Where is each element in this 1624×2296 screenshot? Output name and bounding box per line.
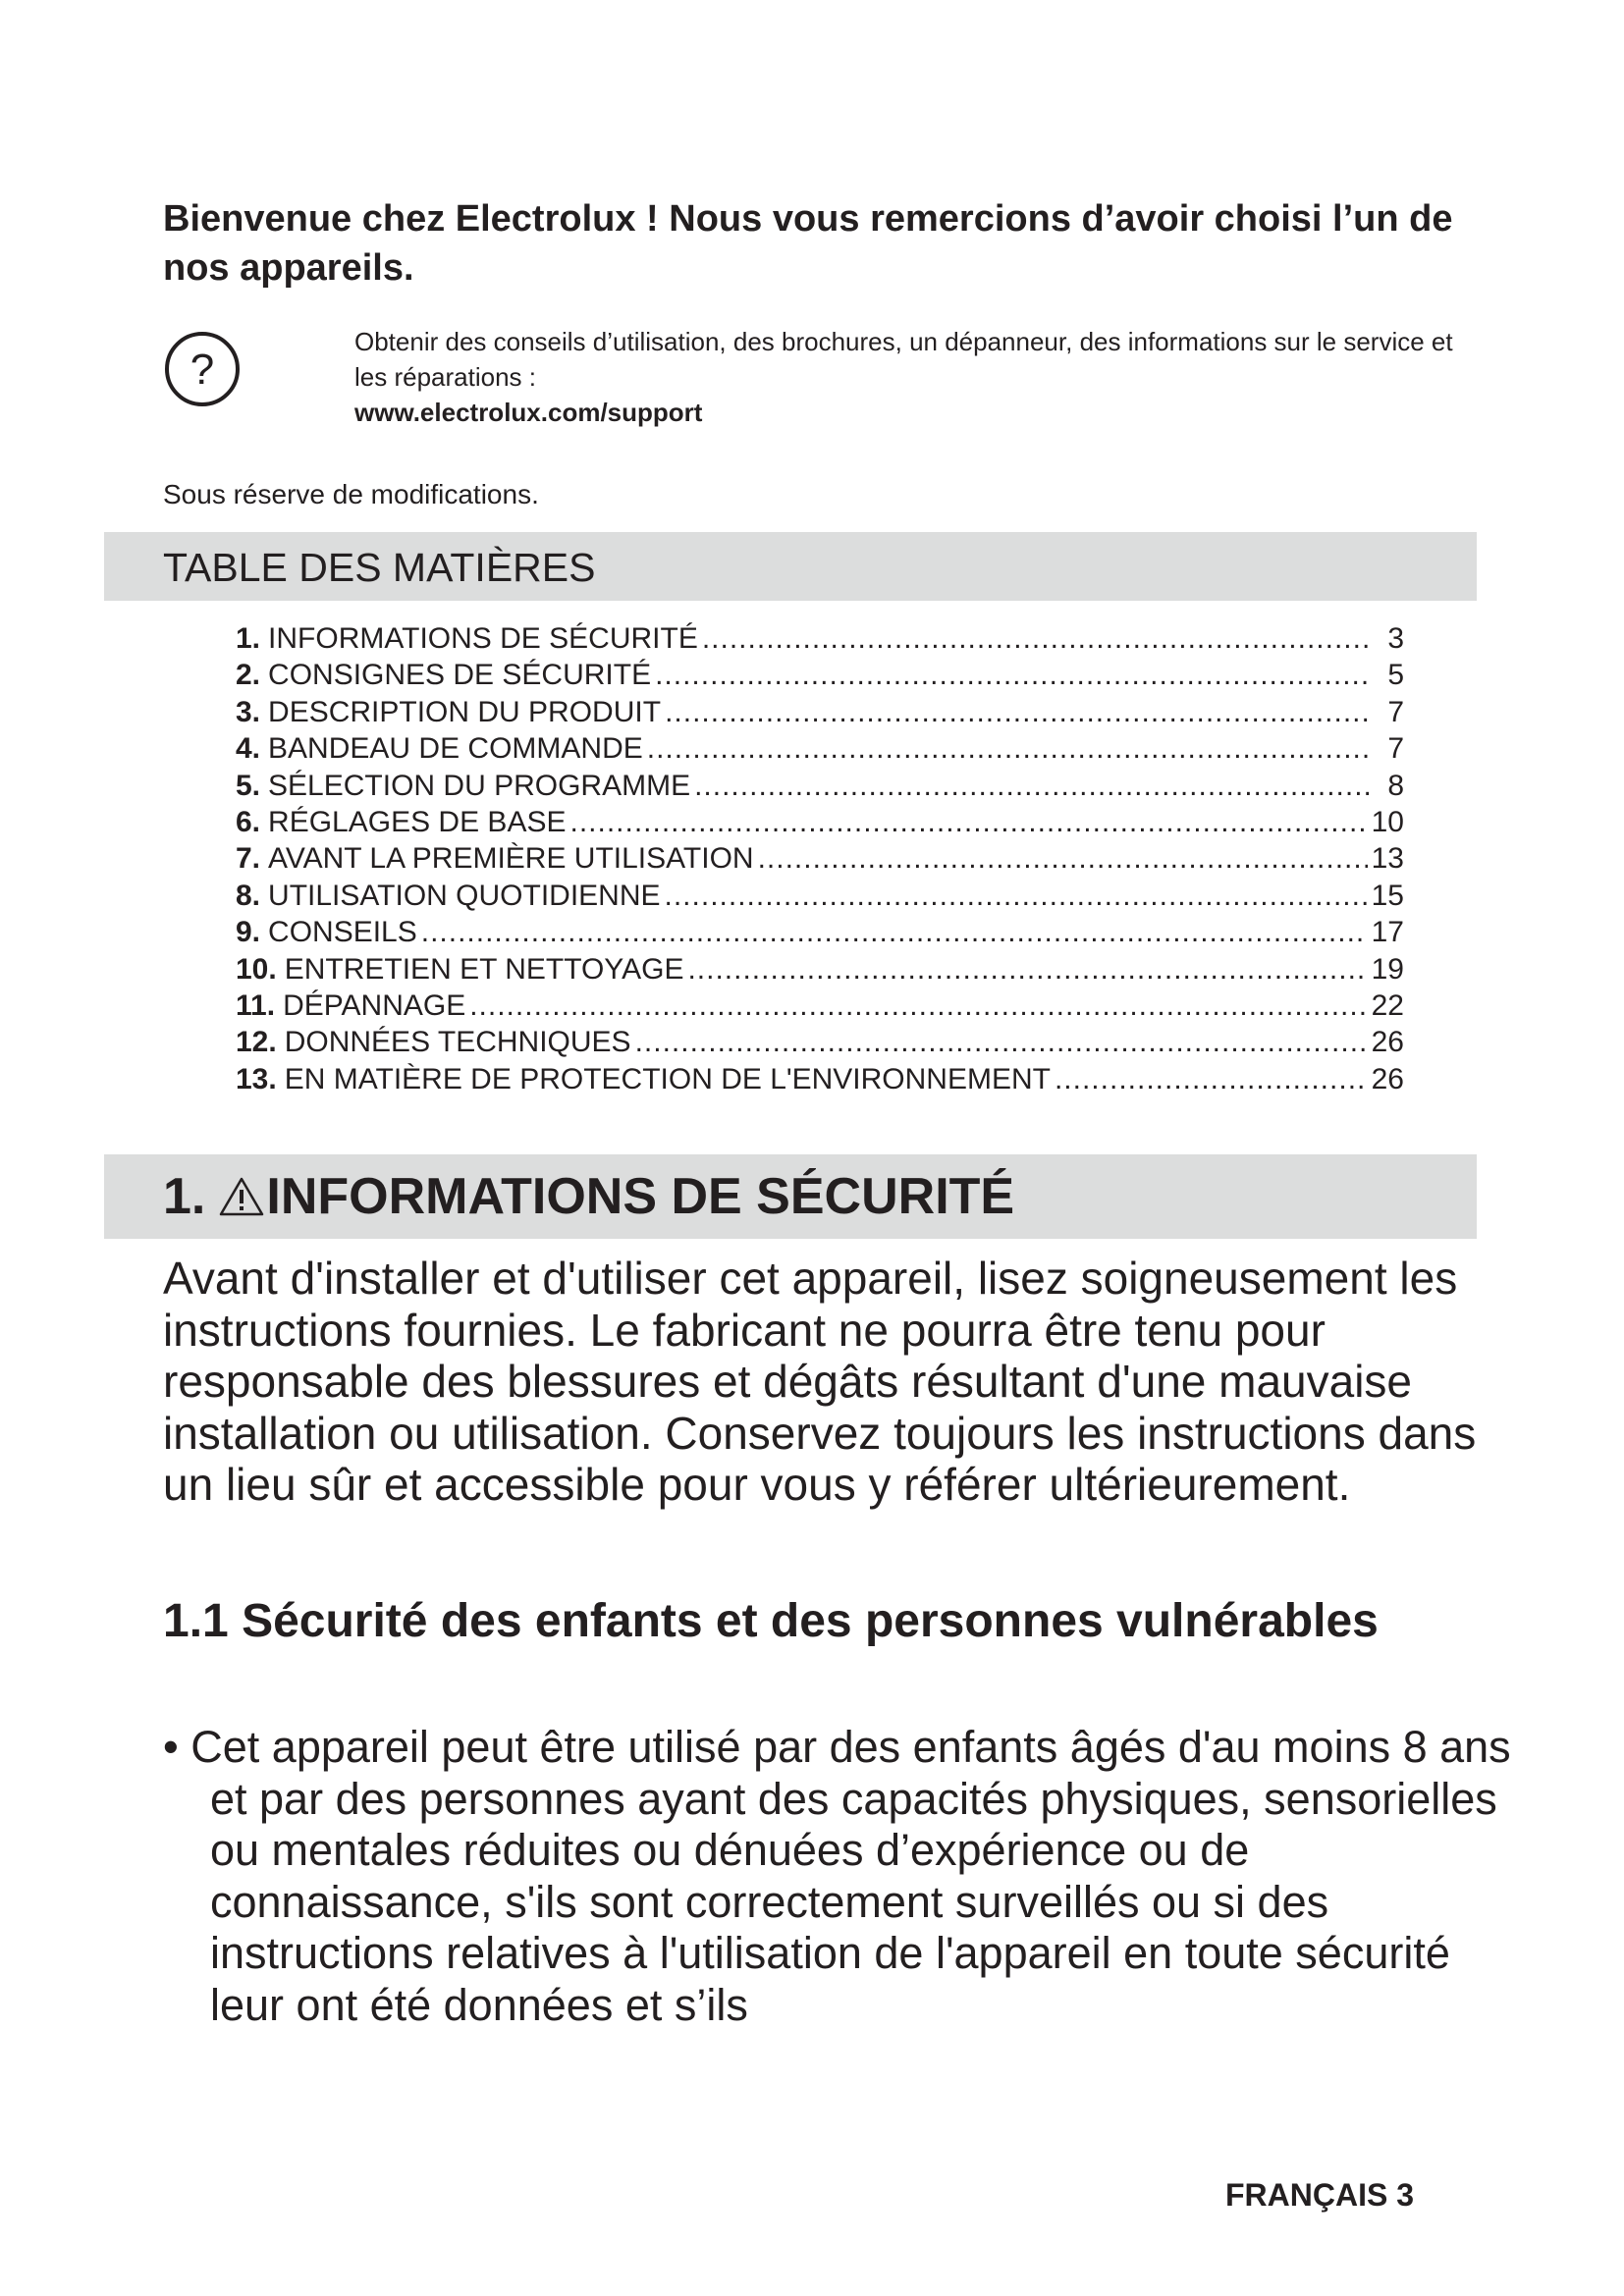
section-header-band — [104, 1154, 1477, 1239]
toc-entry-page: 26 — [1371, 1062, 1404, 1095]
toc-entry-leader — [421, 914, 1368, 950]
toc-entry-label: BANDEAU DE COMMANDE — [268, 732, 643, 766]
toc-entry-page: 7 — [1387, 695, 1404, 728]
toc-entry-leader — [469, 988, 1367, 1024]
toc-entry-number: 11. — [236, 988, 276, 1022]
toc-entry-leader — [758, 840, 1368, 877]
toc-entry-page: 26 — [1371, 1026, 1404, 1059]
toc-entry-label: RÉGLAGES DE BASE — [268, 805, 567, 838]
toc-entry-number: 4. — [236, 732, 261, 766]
toc-entry-page: 3 — [1387, 622, 1404, 655]
support-link[interactable]: www.electrolux.com/support — [354, 398, 703, 427]
support-info — [354, 324, 1474, 430]
section-title-text: INFORMATIONS DE SÉCURITÉ — [266, 1168, 1015, 1225]
toc-entry-page: 8 — [1387, 769, 1404, 802]
section-title — [163, 1166, 1014, 1227]
toc-entry[interactable] — [236, 1024, 1404, 1060]
toc-entry-page: 10 — [1371, 805, 1404, 838]
toc-entry-page: 19 — [1371, 952, 1404, 986]
section-intro: Avant d'installer et d'utiliser cet appareil, lisez soigneusement les instructions fournies. Le fabricant ne pourra être tenu pour responsable des blessures et dégâts résultant d'une mauvaise installation ou utilisation. Conservez toujours les instructions dans un lieu sûr et accessible pour vous y référer ultérieurement. — [163, 1253, 1477, 1510]
toc-entry[interactable] — [236, 1061, 1404, 1097]
toc-entry-page: 5 — [1387, 659, 1404, 692]
toc-entry-page: 13 — [1371, 842, 1404, 876]
toc-entry-label: AVANT LA PREMIÈRE UTILISATION — [268, 842, 754, 876]
welcome-heading: Bienvenue chez Electrolux ! Nous vous remercions d’avoir choisi l’un de nos appareils. — [163, 198, 1453, 289]
svg-text:?: ? — [189, 346, 215, 394]
table-of-contents — [236, 620, 1404, 1097]
section-number: 1. — [163, 1168, 206, 1225]
toc-entry-leader — [665, 878, 1368, 914]
toc-entry-number: 1. — [236, 622, 261, 655]
toc-entry-number: 6. — [236, 805, 261, 838]
toc-entry-number: 12. — [236, 1026, 277, 1059]
toc-entry-label: SÉLECTION DU PROGRAMME — [268, 769, 691, 802]
toc-entry-leader — [1055, 1061, 1368, 1097]
toc-entry-label: CONSIGNES DE SÉCURITÉ — [268, 659, 652, 692]
bullet-paragraph: • Cet appareil peut être utilisé par des enfants âgés d'au moins 8 ans et par des personnes ayant des capacités physiques, sensorielles ou mentales réduites ou dénuées d’expérience ou de connaissance, s'ils sont correctement surveillés ou si des instructions relatives à l'utilisation de l'appareil en toute sécurité leur ont été données et s’ils — [163, 1722, 1511, 2030]
toc-entry-page: 15 — [1371, 879, 1404, 912]
toc-entry[interactable] — [236, 840, 1404, 877]
toc-entry-number: 13. — [236, 1062, 277, 1095]
toc-entry-leader — [635, 1024, 1368, 1060]
subsection-heading: 1.1 Sécurité des enfants et des personnes vulnérables — [163, 1595, 1379, 1647]
toc-entry-leader — [647, 730, 1373, 767]
toc-entry[interactable] — [236, 694, 1404, 730]
toc-entry[interactable] — [236, 620, 1404, 657]
toc-entry-number: 10. — [236, 952, 277, 986]
toc-entry[interactable] — [236, 804, 1404, 840]
toc-entry-number: 8. — [236, 879, 261, 912]
support-text: Obtenir des conseils d’utilisation, des brochures, un dépanneur, des informations sur le service et les réparations : — [354, 327, 1453, 392]
toc-title: TABLE DES MATIÈRES — [163, 545, 596, 590]
toc-entry[interactable] — [236, 768, 1404, 804]
toc-entry-label: DESCRIPTION DU PRODUIT — [268, 695, 662, 728]
warning-triangle-icon — [219, 1176, 264, 1217]
toc-entry-label: INFORMATIONS DE SÉCURITÉ — [268, 622, 698, 655]
toc-entry-label: UTILISATION QUOTIDIENNE — [268, 879, 661, 912]
toc-entry-leader — [702, 620, 1373, 657]
toc-entry-label: DÉPANNAGE — [283, 988, 466, 1022]
toc-entry[interactable] — [236, 657, 1404, 693]
toc-entry-number: 2. — [236, 659, 261, 692]
toc-entry-leader — [694, 768, 1373, 804]
toc-entry-label: CONSEILS — [268, 916, 417, 949]
toc-entry-label: EN MATIÈRE DE PROTECTION DE L'ENVIRONNEMENT — [284, 1062, 1051, 1095]
toc-entry-page: 22 — [1371, 988, 1404, 1022]
toc-entry[interactable] — [236, 914, 1404, 950]
toc-entry-leader — [687, 951, 1367, 988]
toc-entry-leader — [655, 657, 1373, 693]
toc-entry[interactable] — [236, 951, 1404, 988]
toc-entry-page: 7 — [1387, 732, 1404, 766]
toc-entry-number: 9. — [236, 916, 261, 949]
toc-entry-number: 7. — [236, 842, 261, 876]
toc-header-band — [104, 532, 1477, 601]
toc-entry-page: 17 — [1371, 916, 1404, 949]
reserve-note: Sous réserve de modifications. — [163, 479, 539, 509]
toc-entry[interactable] — [236, 730, 1404, 767]
toc-entry-number: 5. — [236, 769, 261, 802]
question-circle-icon — [163, 330, 242, 408]
page-footer: FRANÇAIS 3 — [1225, 2177, 1415, 2213]
toc-entry-label: ENTRETIEN ET NETTOYAGE — [284, 952, 684, 986]
toc-entry-leader — [569, 804, 1367, 840]
toc-entry-number: 3. — [236, 695, 261, 728]
toc-entry-leader — [665, 694, 1373, 730]
toc-entry[interactable] — [236, 988, 1404, 1024]
toc-entry[interactable] — [236, 878, 1404, 914]
toc-entry-label: DONNÉES TECHNIQUES — [284, 1026, 631, 1059]
